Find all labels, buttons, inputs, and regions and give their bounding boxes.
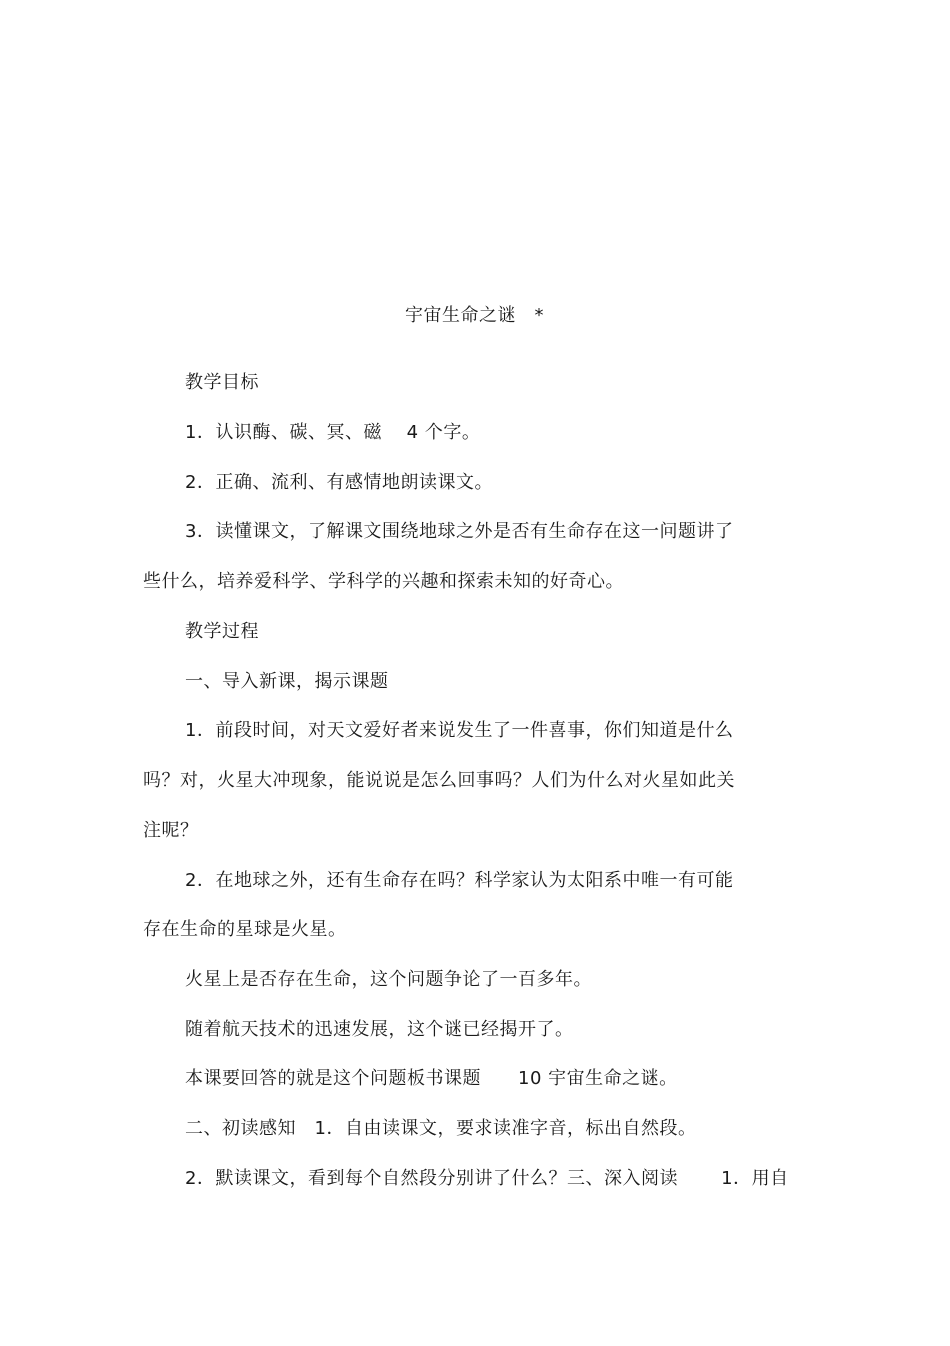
paragraph-1-line-2: 吗？对，火星大冲现象，能说说是怎么回事吗？人们为什么对火星如此关 [143,770,735,791]
paragraph-5: 本课要回答的就是这个问题板书课题 10 宇宙生命之谜。 [185,1068,678,1089]
paragraph-4: 随着航天技术的迅速发展，这个谜已经揭开了。 [185,1019,574,1040]
section-1-heading: 一、导入新课，揭示课题 [185,671,389,692]
goal-1: 1．认识酶、碳、冥、磁 4 个字。 [185,422,481,443]
goal-2: 2．正确、流利、有感情地朗读课文。 [185,472,493,493]
section-2-3-line: 2．默读课文，看到每个自然段分别讲了什么？三、深入阅读 1．用自 [185,1168,789,1189]
goal-3-line-1: 3．读懂课文，了解课文围绕地球之外是否有生命存在这一问题讲了 [185,521,734,542]
heading-teaching-process: 教学过程 [185,621,259,642]
heading-teaching-goals: 教学目标 [185,372,259,393]
paragraph-1-line-1: 1．前段时间，对天文爱好者来说发生了一件喜事，你们知道是什么 [185,720,734,741]
document-title: 宇宙生命之谜 * [405,305,544,326]
paragraph-3: 火星上是否存在生命，这个问题争论了一百多年。 [185,969,592,990]
paragraph-1-line-3: 注呢？ [143,820,199,841]
paragraph-2-line-1: 2．在地球之外，还有生命存在吗？科学家认为太阳系中唯一有可能 [185,870,734,891]
section-2-line: 二、初读感知 1．自由读课文，要求读准字音，标出自然段。 [185,1118,697,1139]
goal-3-line-2: 些什么，培养爱科学、学科学的兴趣和探索未知的好奇心。 [143,571,624,592]
paragraph-2-line-2: 存在生命的星球是火星。 [143,919,347,940]
